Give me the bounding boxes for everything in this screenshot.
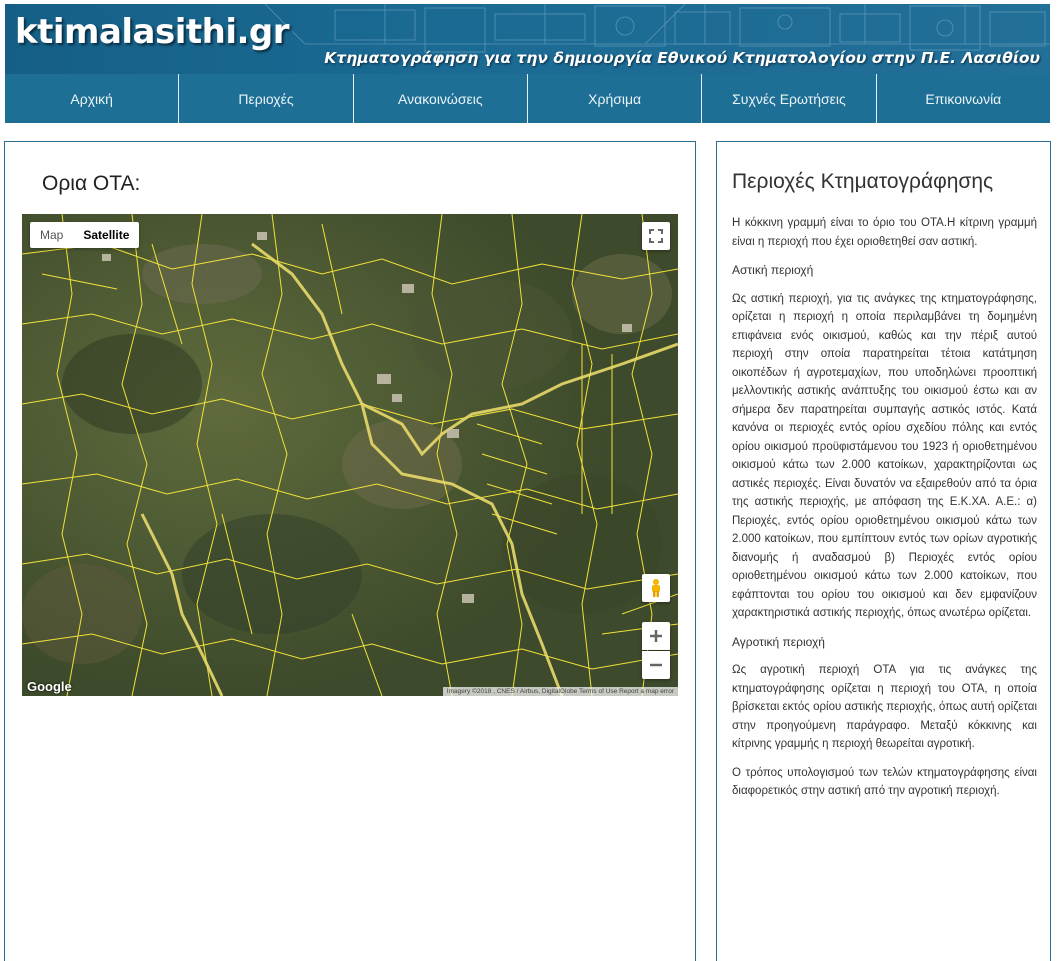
parcel-map-image	[22, 214, 678, 696]
nav-item-areas[interactable]: Περιοχές	[179, 74, 353, 123]
google-logo: Google	[27, 679, 72, 694]
sidebar-intro: Η κόκκινη γραμμή είναι το όριο του ΟΤΑ.Η κίτρινη γραμμή είναι η περιοχή που έχει οριοθετηθεί σαν αστική.	[732, 217, 1037, 248]
sidebar	[716, 141, 1051, 961]
map-type-control	[30, 222, 139, 248]
fullscreen-icon[interactable]	[642, 222, 670, 250]
zoom-in-icon[interactable]	[642, 622, 670, 650]
zoom-out-icon[interactable]	[642, 651, 670, 679]
nav-item-home[interactable]: Αρχική	[5, 74, 179, 123]
satellite-map[interactable]	[22, 214, 678, 696]
urban-heading: Αστική περιοχή	[732, 263, 814, 277]
site-logo[interactable]: ktimalasithi.gr	[15, 12, 290, 52]
rural-heading: Αγροτική περιοχή	[732, 634, 825, 649]
urban-text: Ως αστική περιοχή, για τις ανάγκες της κτηματογράφησης, ορίζεται η περιοχή η οποία περιλαμβάνει τη δομημένη επιφάνεια ενός οικισμού, καθώς και την πέριξ αυτού περιοχή στην οποία παρατηρείται τέτοια κατάτμηση οικοπέδων ή αγροτεμαχίων, που υποδηλώνει προοπτική μελλοντικής αστικής ανάπτυξης του οικισμού έστω και αν σήμερα δεν παρατηρείται συμπαγής αστικός ιστός. Κατά κανόνα οι περιοχές εντός ορίου σχεδίου πόλης και εντός ορίου οικισμού προϋφιστάμενου του 1923 ή οριοθετημένου οικισμού κάτω των 2.000 κατοίκων, χαρακτηρίζονται ως αστικές περιοχές. Είναι δυνατόν να εξαιρεθούν από τα όρια της αστικής περιοχής, με απόφαση της Ε.Κ.ΧΑ. Α.Ε.: α) Περιοχές, εντός ορίου οριοθετημένου οικισμού κάτω των 2.000 κατοίκων, που εμπίπτουν εντός των ορίων αγροτικής διανομής ή αναδασμού β) Περιοχές εντός ορίου οριοθετημένου οικισμού κάτω των 2.000 κατοίκων, που εφάπτονται του ορίου του οικισμού και δεν εμφανίζουν χαρακτηριστικά αστικής περιοχής, όπως ανωτέρω ορίζεται.	[732, 292, 1037, 619]
map-type-satellite-button[interactable]: Satellite	[83, 228, 130, 242]
nav-item-faq[interactable]: Συχνές Ερωτήσεις	[702, 74, 876, 123]
map-attribution[interactable]: Imagery ©2018 , CNES / Airbus, DigitalGlobe Terms of Use Report a map error	[443, 687, 678, 696]
pegman-icon[interactable]	[642, 574, 670, 602]
sidebar-title: Περιοχές Κτηματογράφησης	[732, 170, 994, 193]
nav-item-announcements[interactable]: Ανακοινώσεις	[354, 74, 528, 123]
fees-text: Ο τρόπος υπολογισμού των τελών κτηματογράφησης είναι διαφορετικός στην αστική από την αγροτική περιοχή.	[732, 766, 1037, 797]
main-nav	[5, 74, 1050, 123]
nav-item-useful[interactable]: Χρήσιμα	[528, 74, 702, 123]
site-tagline: Κτηματογράφηση για την δημιουργία Εθνικού Κτηματολογίου στην Π.Ε. Λασιθίου	[324, 49, 1040, 67]
page-title: Ορια ΟΤΑ:	[42, 172, 141, 195]
rural-text: Ως αγροτική περιοχή ΟΤΑ για τις ανάγκες της κτηματογράφησης ορίζεται η περιοχή του ΟΤΑ, η οποία βρίσκεται εκτός ορίου αστικής περιοχής, όπως αυτή ορίζεται στην προηγούμενη παράγραφο. Μεταξύ κόκκινης και κίτρινης γραμμής η περιοχή θεωρείται αγροτική.	[732, 664, 1037, 750]
site-header	[5, 4, 1050, 123]
nav-item-contact[interactable]: Επικοινωνία	[925, 90, 1002, 107]
main-content	[4, 141, 696, 961]
map-type-map-button[interactable]: Map	[40, 228, 64, 242]
